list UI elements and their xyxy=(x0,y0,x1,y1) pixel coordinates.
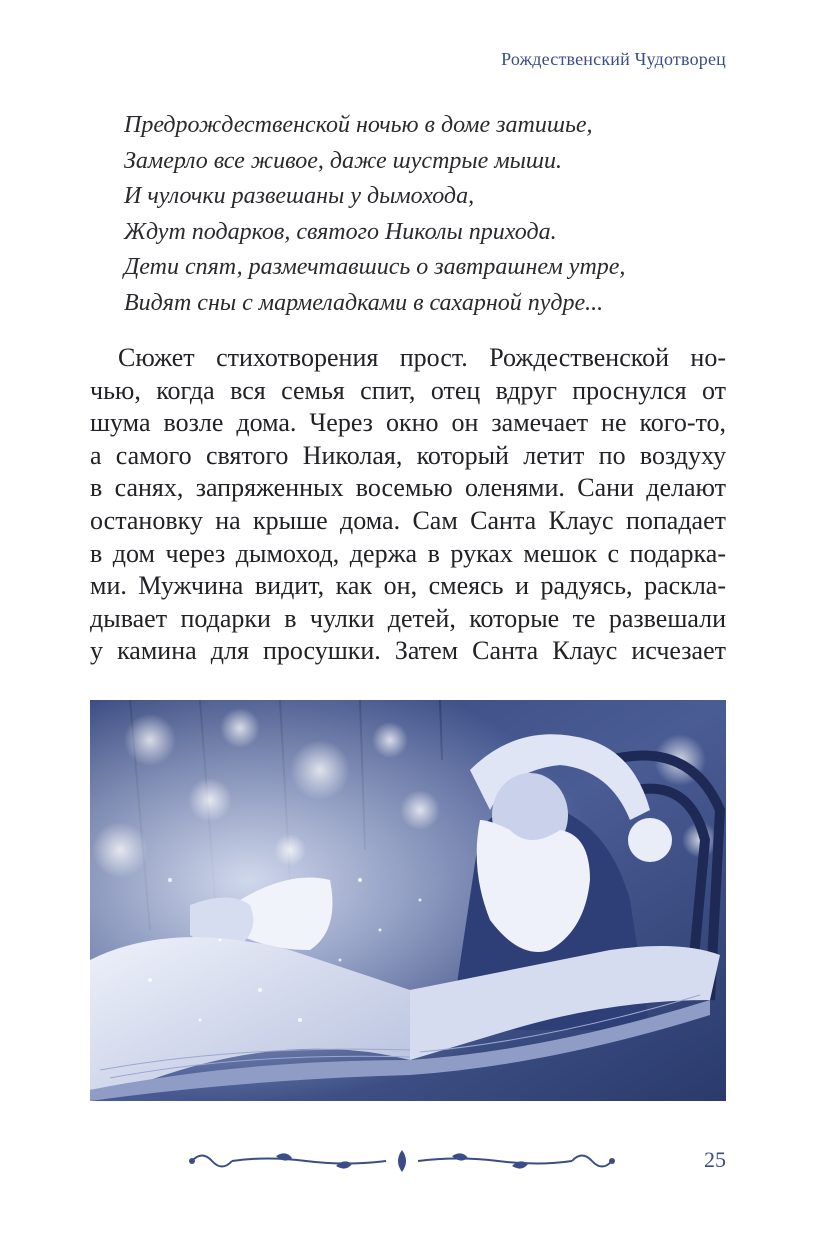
poem-line: Ждут подарков, святого Николы прихода. xyxy=(124,218,557,245)
page-number: 25 xyxy=(704,1147,726,1172)
body-line: а самого святого Николая, который летит по воздуху xyxy=(90,440,726,470)
poem-line: И чулочки развешаны у дымохода, xyxy=(124,183,475,209)
body-paragraph xyxy=(90,342,726,668)
body-line: в дом через дымоход, держа в руках мешок с подарка- xyxy=(90,538,726,568)
body-line: чью, когда вся семья спит, отец вдруг проснулся от xyxy=(90,375,726,405)
body-line: у камина для просушки. Затем Санта Клаус исчезает xyxy=(90,636,726,666)
running-title: Рождественский Чудотворец xyxy=(501,49,726,69)
body-line: остановку на крыше дома. Сам Санта Клаус попадает xyxy=(90,505,726,535)
poem-line: Видят сны с мармеладками в сахарной пудре... xyxy=(124,289,604,316)
santa-illustration xyxy=(90,700,726,1101)
poem-line: Замерло все живое, даже шустрые мыши. xyxy=(124,147,563,174)
body-line: Сюжет стихотворения прост. Рождественской но- xyxy=(118,343,726,372)
poem-line: Предрождественской ночью в доме затишье, xyxy=(124,112,593,138)
ornament-divider xyxy=(186,1146,618,1176)
body-line: ми. Мужчина видит, как он, смеясь и радуясь, раскла- xyxy=(90,571,726,601)
poem-epigraph xyxy=(124,108,744,321)
body-line: в санях, запряженных восемью оленями. Сани делают xyxy=(90,473,726,503)
body-line: шума возле дома. Через окно он замечает не кого-то, xyxy=(90,408,726,438)
body-line: дывает подарки в чулки детей, которые те развешали xyxy=(90,603,726,633)
poem-line: Дети спят, размечтавшись о завтрашнем утре, xyxy=(124,254,626,280)
